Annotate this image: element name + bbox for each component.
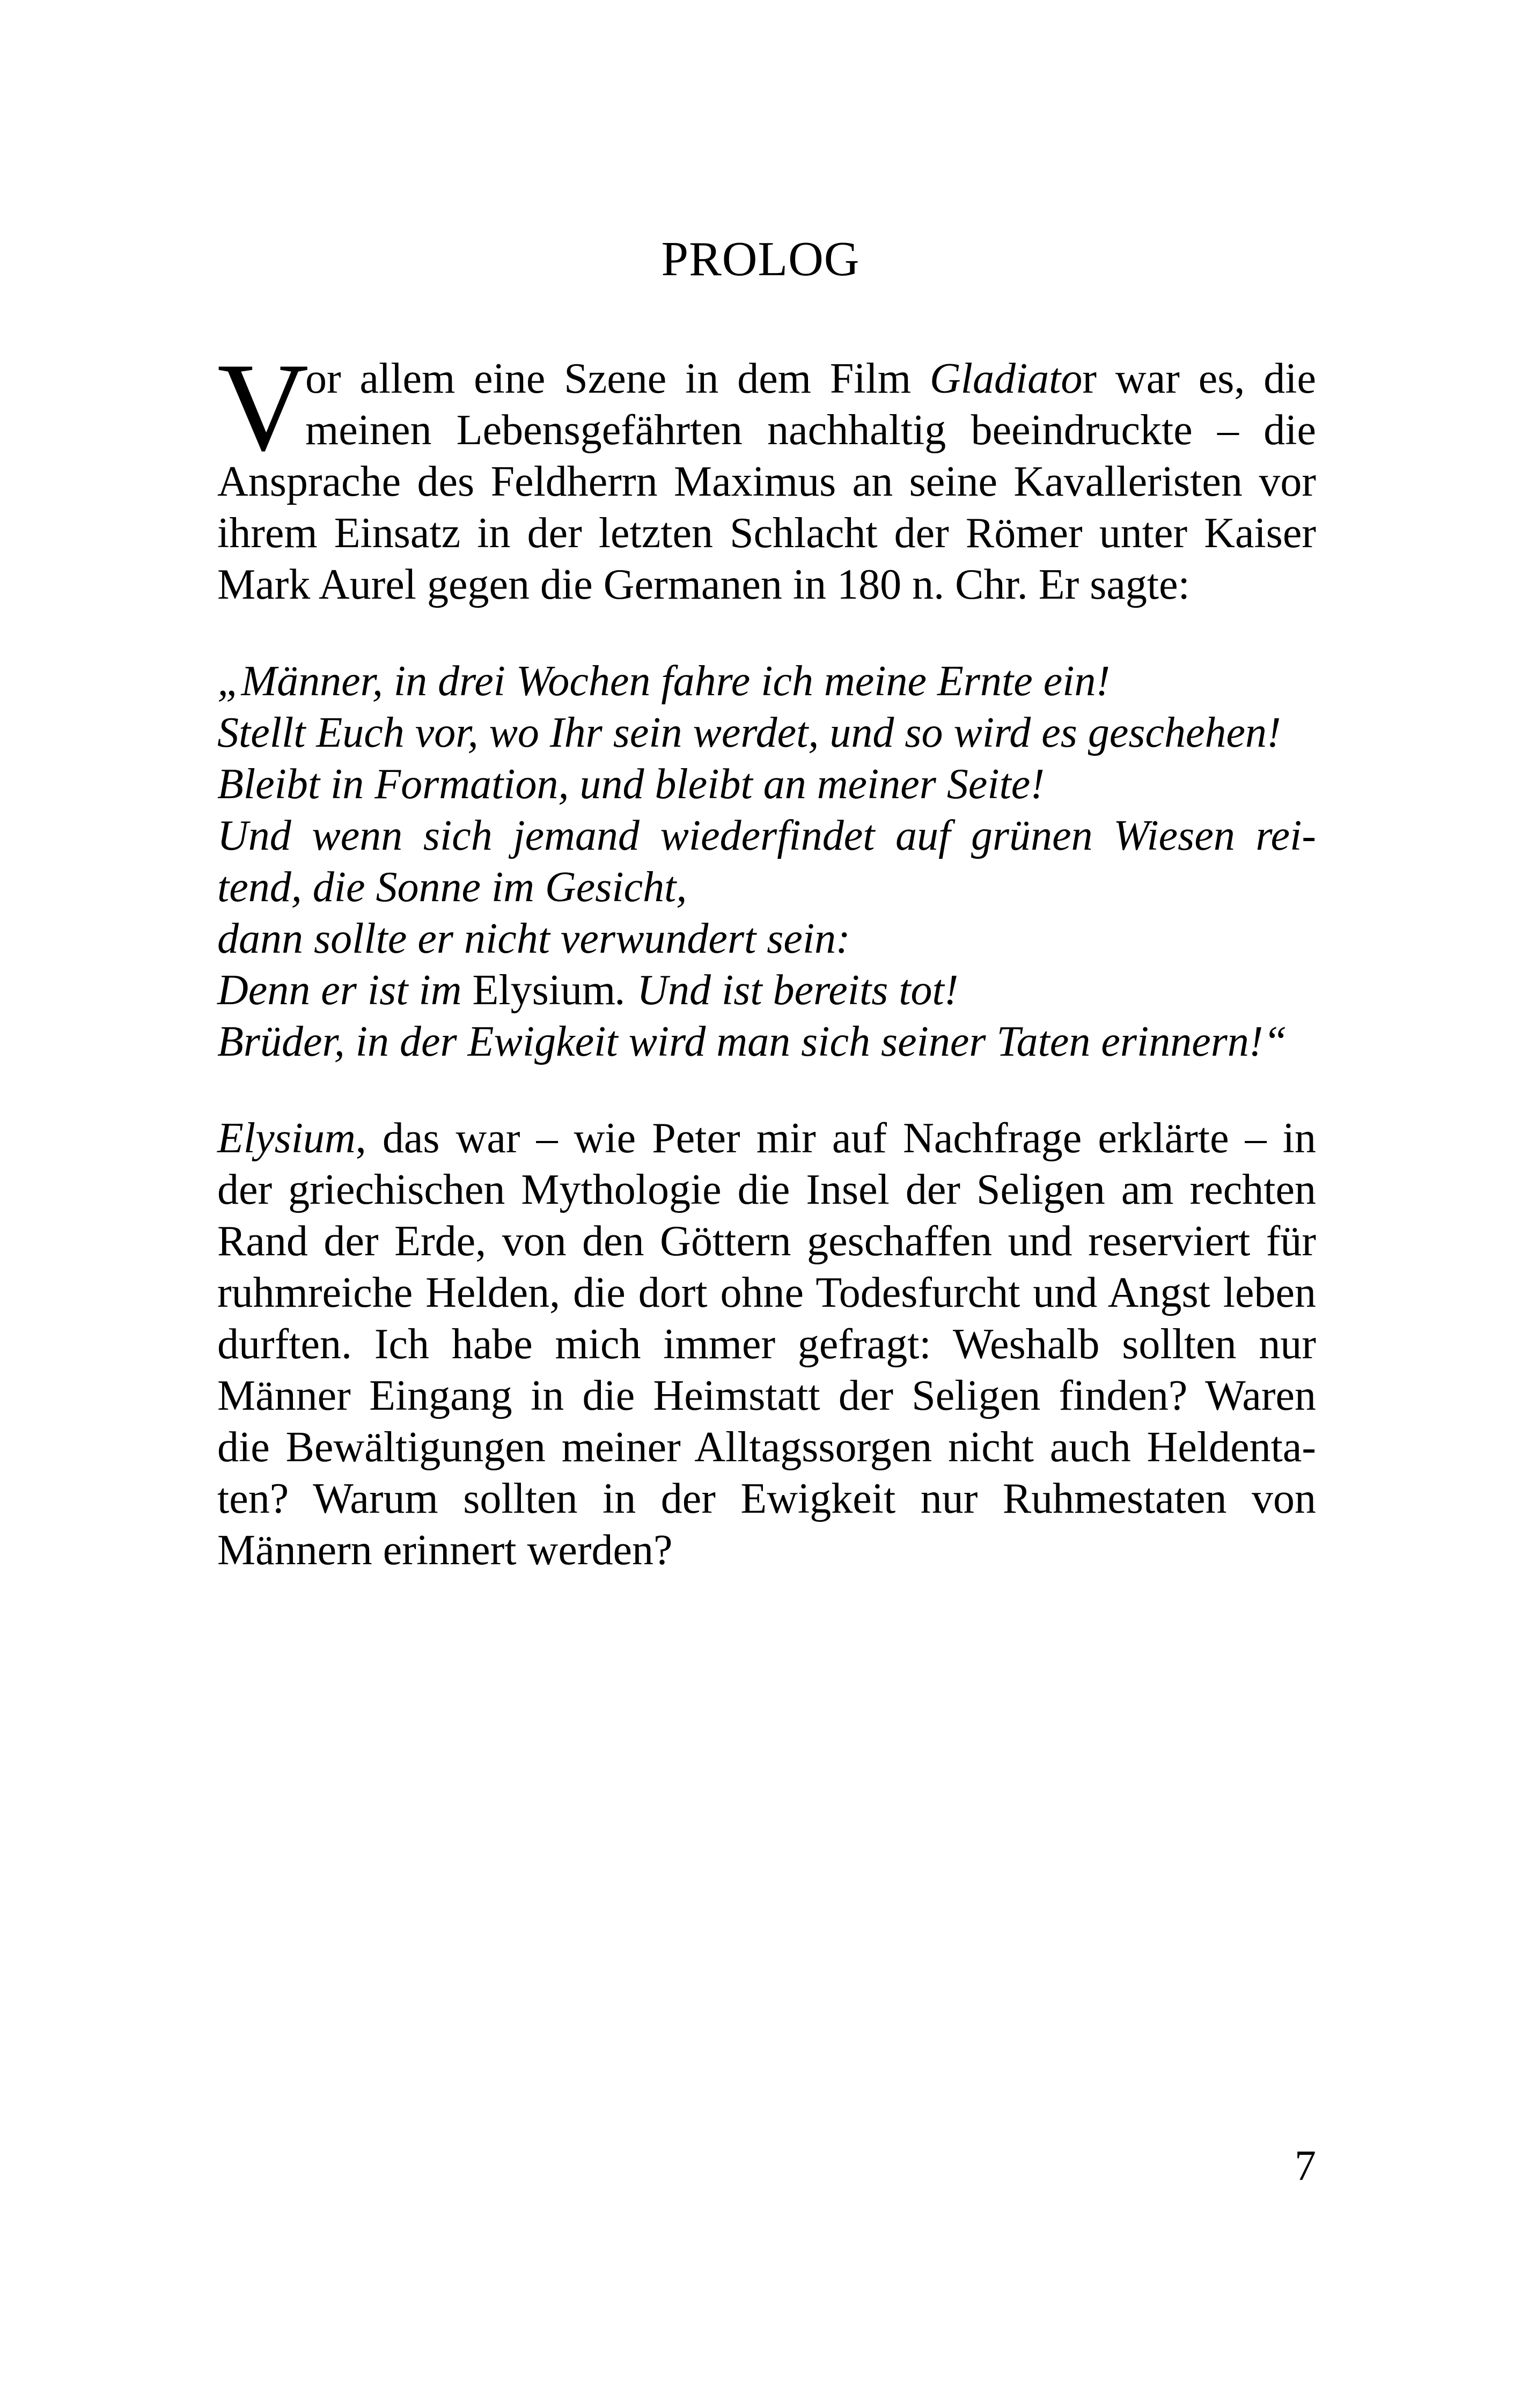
intro-paragraph [217,353,1316,610]
quote-line [217,964,1316,1016]
chapter-heading: PROLOG [661,232,860,286]
quote-line: Und wenn sich jemand wiederfindet auf grünen Wiesen rei- [217,812,1316,859]
quote-line: Stellt Euch vor, wo Ihr sein werdet, und so wird es geschehen! [217,709,1281,756]
elysium-term: Elysium [217,1115,356,1162]
intro-text: r war es, die [1082,355,1317,402]
quote-line: Bleibt in Formation, und bleibt an meiner Seite! [217,761,1045,808]
body-paragraph [217,1113,1316,1576]
body-text: , das war – wie Peter mir auf Nachfrage erklärte – in [355,1115,1316,1162]
intro-line [217,353,1316,404]
body-line: Rand der Erde, von den Göttern geschaffen und reserviert für [217,1218,1316,1265]
quote-text: . Und ist bereits tot! [615,967,959,1014]
intro-line: Ansprache des Feldherrn Maximus an seine Kavalleristen vor [217,458,1316,505]
film-title: Gladiato [929,355,1083,402]
quote-block [217,656,1316,1067]
quote-line: Brüder, in der Ewigkeit wird man sich seiner Taten erinnern!“ [217,1018,1287,1065]
body-line: der griechischen Mythologie die Insel der Seligen am rechten [217,1166,1316,1213]
body-line: die Bewältigungen meiner Alltagssorgen nicht auch Heldenta- [217,1424,1316,1471]
body-line: Männern erinnert werden? [217,1527,673,1574]
drop-cap: V [217,337,309,477]
intro-line: meinen Lebensgefährten nachhaltig beeindruckte – die [305,407,1316,454]
intro-line: Mark Aurel gegen die Germanen in 180 n. Chr. Er sagte: [217,561,1190,608]
quote-line: tend, die Sonne im Gesicht, [217,864,687,911]
body-line: durften. Ich habe mich immer gefragt: Weshalb sollten nur [217,1321,1316,1368]
intro-line: ihrem Einsatz in der letzten Schlacht der Römer unter Kaiser [217,510,1316,557]
body-line [217,1113,1316,1164]
quote-line: „Männer, in drei Wochen fahre ich meine Ernte ein! [217,658,1111,705]
quote-line: dann sollte er nicht verwundert sein: [217,915,850,962]
intro-text: or allem eine Szene in dem Film [305,355,930,402]
body-line: ten? Warum sollten in der Ewigkeit nur Ruhmestaten von [217,1475,1316,1522]
elysium-word: Elysium [472,967,616,1014]
quote-text: Denn er ist im [217,967,473,1014]
body-line: ruhmreiche Helden, die dort ohne Todesfurcht und Angst leben [217,1269,1316,1316]
body-line: Männer Eingang in die Heimstatt der Seligen finden? Waren [217,1372,1316,1419]
page-number: 7 [1295,2142,1316,2190]
